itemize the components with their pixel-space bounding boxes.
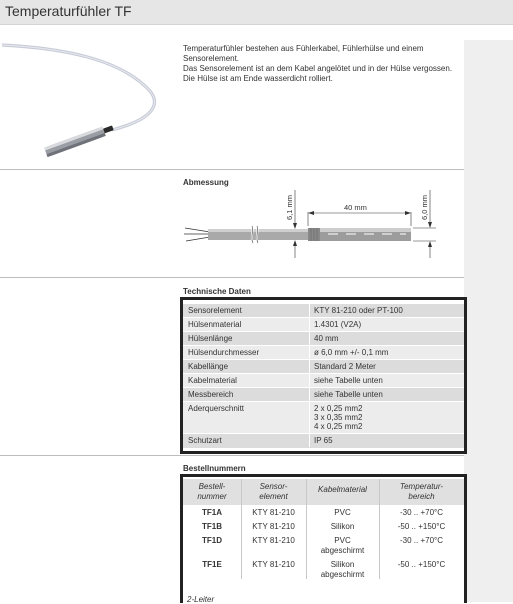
intro-paragraph: Temperaturfühler bestehen aus Fühlerkabel, Fühlerhülse und einem Sensorelement. (183, 44, 424, 63)
tech-key: Hülsenlänge (188, 334, 233, 343)
dimension-drawing (180, 186, 450, 268)
dim-sleeve-label: 6,0 mm (420, 194, 429, 220)
order-sensor: KTY 81-210 (252, 522, 295, 531)
tech-key: Kabelmaterial (188, 376, 237, 385)
tech-value: 3 x 0,35 mm2 (314, 413, 363, 422)
order-cable: PVC (334, 508, 351, 517)
divider (0, 169, 464, 170)
tech-key: Sensorelement (188, 306, 242, 315)
order-header-cell: Bestell- (198, 482, 226, 491)
tech-row (183, 359, 464, 374)
tech-key: Kabellänge (188, 362, 229, 371)
page-title: Temperaturfühler TF (5, 3, 132, 19)
tech-value: siehe Tabelle unten (314, 390, 383, 399)
order-range: -30 .. +70°C (400, 536, 443, 545)
tech-value: ø 6,0 mm +/- 0,1 mm (314, 348, 389, 357)
tech-value: 4 x 0,25 mm2 (314, 422, 363, 431)
divider (0, 277, 464, 278)
tech-key: Aderquerschnitt (188, 404, 245, 413)
order-sensor: KTY 81-210 (252, 560, 295, 569)
dim-length-label: 40 mm (344, 203, 367, 212)
order-header-cell: Kabelmaterial (318, 485, 367, 494)
intro-paragraph: Das Sensorelement ist an dem Kabel angelötet und in der Hülse vergossen. Die Hülse ist am Ende wasserdicht rolliert. (183, 64, 453, 83)
order-cable: PVC (334, 536, 351, 545)
order-code: TF1E (202, 560, 222, 569)
tech-key: Hülsendurchmesser (188, 348, 260, 357)
order-code: TF1B (202, 522, 222, 531)
tech-key: Messbereich (188, 390, 234, 399)
order-footer-note: 2-Leiter (187, 595, 215, 604)
tech-value: 1.4301 (V2A) (314, 320, 362, 329)
tech-row (183, 373, 464, 388)
tech-key: Schutzart (188, 436, 222, 445)
tech-column-separator (309, 303, 310, 447)
order-header-cell: element (259, 492, 288, 501)
tech-row (183, 401, 464, 434)
tech-row (183, 387, 464, 402)
tech-row (183, 345, 464, 360)
tech-row (183, 317, 464, 332)
order-code: TF1D (202, 536, 222, 545)
order-sensor: KTY 81-210 (252, 508, 295, 517)
dim-cable-label: 6,1 mm (285, 194, 294, 220)
sensor-product-image (0, 36, 175, 166)
order-cable: Silikon (330, 522, 355, 531)
tech-value: 40 mm (314, 334, 339, 343)
tech-heading: Technische Daten (183, 287, 251, 296)
order-cable: abgeschirmt (320, 546, 365, 555)
tech-data-table (180, 297, 467, 454)
intro-text (183, 44, 461, 84)
order-cable: abgeschirmt (320, 570, 365, 579)
right-sidebar (464, 40, 513, 602)
tech-value: IP 65 (314, 436, 333, 445)
order-range: -50 .. +150°C (397, 522, 446, 531)
tech-row (183, 303, 464, 318)
order-heading: Bestellnummern (183, 464, 246, 473)
order-header-cell: Sensor- (259, 482, 288, 491)
order-sensor: KTY 81-210 (252, 536, 295, 545)
order-range: -30 .. +70°C (400, 508, 443, 517)
tech-key: Hülsenmaterial (188, 320, 242, 329)
tech-value: 2 x 0,25 mm2 (314, 404, 363, 413)
order-header-cell: bereich (408, 492, 435, 501)
tech-row (183, 433, 464, 448)
tech-value: Standard 2 Meter (314, 362, 376, 371)
order-code: TF1A (202, 508, 222, 517)
order-table (180, 474, 467, 603)
order-cable: Silikon (330, 560, 355, 569)
tech-row (183, 331, 464, 346)
tech-value: KTY 81-210 oder PT-100 (314, 306, 403, 315)
order-header-cell: Temperatur- (399, 482, 444, 491)
page-header (0, 0, 513, 25)
order-range: -50 .. +150°C (397, 560, 446, 569)
order-header-cell: nummer (197, 492, 227, 501)
divider (0, 455, 464, 456)
dimensions-heading: Abmessung (183, 178, 229, 187)
tech-value: siehe Tabelle unten (314, 376, 383, 385)
